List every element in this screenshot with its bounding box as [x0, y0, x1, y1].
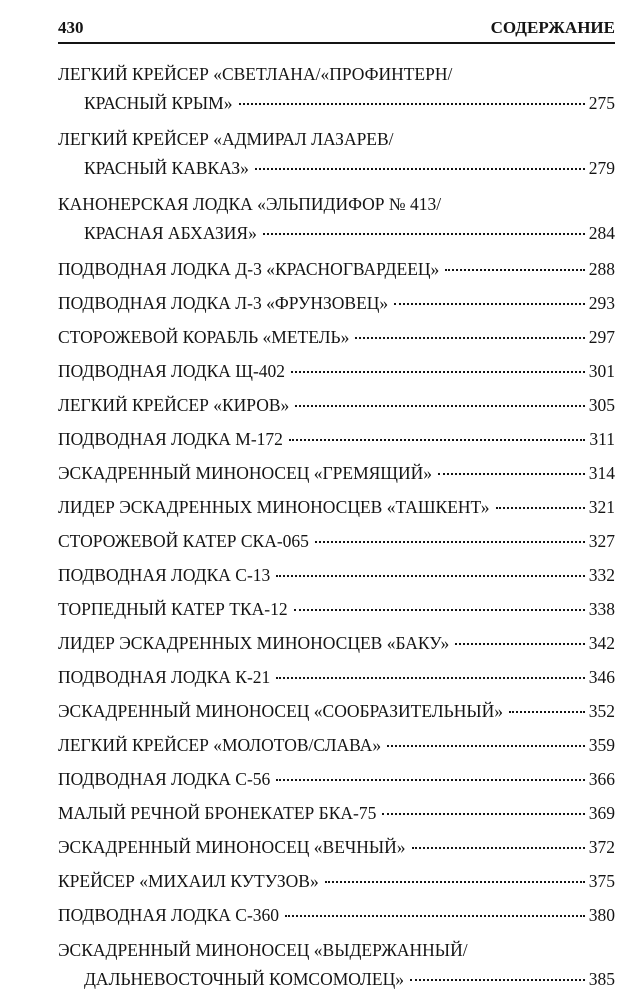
- toc-entry: [58, 459, 615, 488]
- dot-leader: [412, 847, 585, 849]
- toc-entry-title: ТОРПЕДНЫЙ КАТЕР ТКА-12: [58, 599, 288, 619]
- toc-entry-title: КРАСНАЯ АБХАЗИЯ»: [84, 223, 257, 243]
- toc-entry-title: ПОДВОДНАЯ ЛОДКА С-360: [58, 905, 280, 925]
- toc-entry: [58, 190, 615, 248]
- toc-entry-line: [58, 190, 615, 219]
- toc-entry-last-line: [58, 965, 615, 994]
- dot-leader: [315, 541, 585, 543]
- toc-entry-title: ДАЛЬНЕВОСТОЧНЫЙ КОМСОМОЛЕЦ»: [84, 969, 404, 989]
- toc-entry: [58, 323, 615, 352]
- toc-entry-title: КРАСНЫЙ КАВКАЗ»: [84, 158, 249, 178]
- toc-entry-last-line: [58, 561, 615, 590]
- toc-entry-page-number: 301: [588, 361, 615, 381]
- toc-entry-page-number: 359: [588, 735, 615, 755]
- table-of-contents: [58, 55, 615, 994]
- dot-leader: [276, 779, 584, 781]
- toc-entry: [58, 936, 615, 994]
- toc-entry: [58, 425, 615, 454]
- toc-entry-title: КАНОНЕРСКАЯ ЛОДКА «ЭЛЬПИДИФОР № 413/: [58, 194, 442, 214]
- page-header: [58, 18, 615, 42]
- toc-entry: [58, 493, 615, 522]
- toc-entry-title: ПОДВОДНАЯ ЛОДКА Щ-402: [58, 361, 286, 381]
- dot-leader: [394, 303, 585, 305]
- toc-entry-page-number: 342: [588, 633, 615, 653]
- section-title: СОДЕРЖАНИЕ: [490, 18, 615, 37]
- toc-entry: [58, 357, 615, 386]
- toc-entry-last-line: [58, 154, 615, 183]
- dot-leader: [438, 473, 585, 475]
- toc-entry: [58, 629, 615, 658]
- toc-entry: [58, 731, 615, 760]
- toc-entry-page-number: 338: [588, 599, 615, 619]
- toc-entry-page-number: 380: [588, 905, 615, 925]
- toc-entry-page-number: 352: [588, 701, 615, 721]
- toc-entry-page-number: 366: [588, 769, 615, 789]
- toc-entry-last-line: [58, 901, 615, 930]
- dot-leader: [294, 609, 585, 611]
- toc-entry-last-line: [58, 255, 615, 284]
- dot-leader: [325, 881, 585, 883]
- toc-entry-last-line: [58, 629, 615, 658]
- toc-entry-page-number: 284: [588, 223, 615, 243]
- toc-entry: [58, 289, 615, 318]
- toc-entry-line: [58, 936, 615, 965]
- toc-entry-title: ЭСКАДРЕННЫЙ МИНОНОСЕЦ «ГРЕМЯЩИЙ»: [58, 463, 432, 483]
- dot-leader: [255, 168, 585, 170]
- toc-entry: [58, 765, 615, 794]
- toc-entry-title: ЛЕГКИЙ КРЕЙСЕР «КИРОВ»: [58, 395, 290, 415]
- toc-entry-page-number: 293: [588, 293, 615, 313]
- toc-entry-last-line: [58, 663, 615, 692]
- toc-entry-last-line: [58, 765, 615, 794]
- toc-entry-page-number: 375: [588, 871, 615, 891]
- toc-entry-last-line: [58, 731, 615, 760]
- dot-leader: [276, 677, 584, 679]
- dot-leader: [382, 813, 584, 815]
- toc-entry: [58, 561, 615, 590]
- toc-entry: [58, 901, 615, 930]
- toc-entry-title: ЭСКАДРЕННЫЙ МИНОНОСЕЦ «ВЕЧНЫЙ»: [58, 837, 406, 857]
- toc-entry: [58, 867, 615, 896]
- toc-entry-page-number: 305: [588, 395, 615, 415]
- toc-entry: [58, 697, 615, 726]
- toc-entry-page-number: 332: [588, 565, 615, 585]
- toc-entry: [58, 255, 615, 284]
- dot-leader: [289, 439, 585, 441]
- dot-leader: [445, 269, 584, 271]
- toc-entry-page-number: 314: [588, 463, 615, 483]
- toc-entry-title: ПОДВОДНАЯ ЛОДКА К-21: [58, 667, 271, 687]
- toc-entry-title: ЛИДЕР ЭСКАДРЕННЫХ МИНОНОСЦЕВ «БАКУ»: [58, 633, 450, 653]
- toc-entry-title: ПОДВОДНАЯ ЛОДКА Л-3 «ФРУНЗОВЕЦ»: [58, 293, 389, 313]
- toc-entry-last-line: [58, 833, 615, 862]
- toc-entry-page-number: 297: [588, 327, 615, 347]
- toc-entry-title: ЛЕГКИЙ КРЕЙСЕР «СВЕТЛАНА/«ПРОФИНТЕРН/: [58, 64, 453, 84]
- toc-entry-page-number: 372: [588, 837, 615, 857]
- dot-leader: [455, 643, 584, 645]
- page-number: 430: [58, 18, 84, 37]
- toc-entry-page-number: 311: [589, 429, 615, 449]
- toc-entry-last-line: [58, 323, 615, 352]
- toc-entry-last-line: [58, 89, 615, 118]
- toc-entry-last-line: [58, 289, 615, 318]
- toc-entry-line: [58, 125, 615, 154]
- toc-entry-title: КРЕЙСЕР «МИХАИЛ КУТУЗОВ»: [58, 871, 319, 891]
- dot-leader: [263, 233, 585, 235]
- toc-entry-line: [58, 60, 615, 89]
- toc-entry-page-number: 369: [588, 803, 615, 823]
- toc-entry: [58, 60, 615, 118]
- toc-entry: [58, 391, 615, 420]
- toc-entry-last-line: [58, 595, 615, 624]
- toc-entry-last-line: [58, 867, 615, 896]
- dot-leader: [355, 337, 584, 339]
- toc-entry-last-line: [58, 697, 615, 726]
- toc-entry: [58, 799, 615, 828]
- dot-leader: [239, 103, 585, 105]
- toc-entry-title: ЛЕГКИЙ КРЕЙСЕР «АДМИРАЛ ЛАЗАРЕВ/: [58, 129, 394, 149]
- toc-entry: [58, 595, 615, 624]
- toc-entry: [58, 527, 615, 556]
- toc-entry-title: МАЛЫЙ РЕЧНОЙ БРОНЕКАТЕР БКА-75: [58, 803, 377, 823]
- toc-entry-last-line: [58, 391, 615, 420]
- toc-entry-page-number: 275: [588, 93, 615, 113]
- toc-entry-title: ПОДВОДНАЯ ЛОДКА С-56: [58, 769, 271, 789]
- toc-entry-title: ЛИДЕР ЭСКАДРЕННЫХ МИНОНОСЦЕВ «ТАШКЕНТ»: [58, 497, 490, 517]
- dot-leader: [496, 507, 585, 509]
- dot-leader: [295, 405, 584, 407]
- header-rule: [58, 42, 615, 44]
- toc-entry-title: КРАСНЫЙ КРЫМ»: [84, 93, 233, 113]
- toc-entry-title: ПОДВОДНАЯ ЛОДКА Д-3 «КРАСНОГВАРДЕЕЦ»: [58, 259, 440, 279]
- toc-entry-title: СТОРОЖЕВОЙ КОРАБЛЬ «МЕТЕЛЬ»: [58, 327, 350, 347]
- toc-entry-last-line: [58, 527, 615, 556]
- toc-entry: [58, 833, 615, 862]
- toc-entry-page-number: 321: [588, 497, 615, 517]
- dot-leader: [285, 915, 585, 917]
- toc-entry-last-line: [58, 459, 615, 488]
- toc-entry-title: ЭСКАДРЕННЫЙ МИНОНОСЕЦ «СООБРАЗИТЕЛЬНЫЙ»: [58, 701, 503, 721]
- toc-entry-page-number: 327: [588, 531, 615, 551]
- toc-entry-last-line: [58, 425, 615, 454]
- toc-entry-last-line: [58, 219, 615, 248]
- dot-leader: [387, 745, 585, 747]
- toc-entry-last-line: [58, 357, 615, 386]
- dot-leader: [291, 371, 585, 373]
- toc-entry-title: ЭСКАДРЕННЫЙ МИНОНОСЕЦ «ВЫДЕРЖАННЫЙ/: [58, 940, 468, 960]
- dot-leader: [410, 979, 585, 981]
- toc-entry-last-line: [58, 799, 615, 828]
- toc-entry-page-number: 279: [588, 158, 615, 178]
- toc-entry-title: ПОДВОДНАЯ ЛОДКА С-13: [58, 565, 271, 585]
- toc-entry-title: ПОДВОДНАЯ ЛОДКА М-172: [58, 429, 283, 449]
- toc-entry-title: ЛЕГКИЙ КРЕЙСЕР «МОЛОТОВ/СЛАВА»: [58, 735, 382, 755]
- toc-entry-page-number: 346: [588, 667, 615, 687]
- toc-entry-title: СТОРОЖЕВОЙ КАТЕР СКА-065: [58, 531, 309, 551]
- toc-entry-last-line: [58, 493, 615, 522]
- toc-entry: [58, 125, 615, 183]
- toc-entry-page-number: 385: [588, 969, 615, 989]
- dot-leader: [276, 575, 584, 577]
- toc-entry: [58, 663, 615, 692]
- dot-leader: [509, 711, 585, 713]
- toc-entry-page-number: 288: [588, 259, 615, 279]
